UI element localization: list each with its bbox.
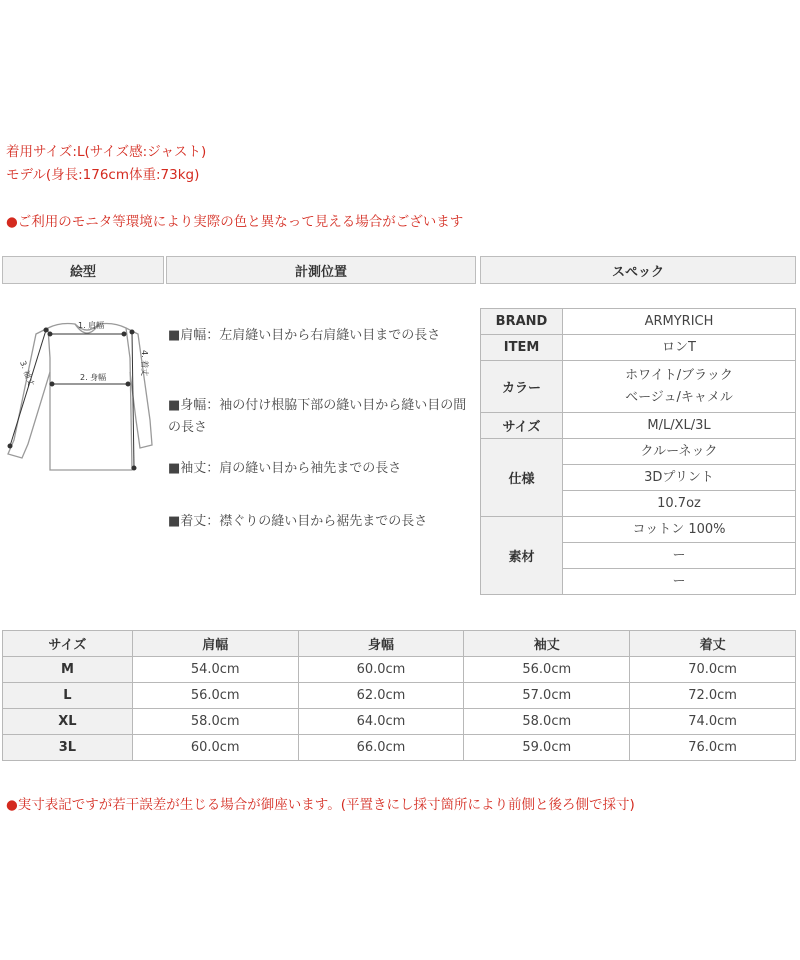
header-position: 計測位置	[166, 256, 476, 284]
header-diagram: 絵型	[2, 256, 164, 284]
value-cell: 74.0cm	[630, 709, 796, 735]
value-cell: 62.0cm	[298, 683, 464, 709]
label-shoulder: 1. 肩幅	[78, 321, 105, 330]
model-body-text: モデル(身長:176cm体重:73kg)	[6, 167, 200, 183]
value-cell: 66.0cm	[298, 735, 464, 761]
table-row	[3, 735, 796, 761]
value-cell: 70.0cm	[630, 657, 796, 683]
value-cell: 72.0cm	[630, 683, 796, 709]
header-spec: スペック	[480, 256, 796, 284]
table-row	[3, 709, 796, 735]
spec-value: クルーネック	[563, 439, 796, 465]
measurement-sleeve: ■袖丈：肩の縫い目から袖先までの長さ	[168, 461, 402, 476]
value-cell: 64.0cm	[298, 709, 464, 735]
spec-value: ロンT	[563, 335, 796, 361]
table-row	[3, 683, 796, 709]
spec-row-color	[481, 361, 796, 413]
spec-key: 仕様	[481, 439, 563, 517]
spec-row-item	[481, 335, 796, 361]
value-cell: 60.0cm	[132, 735, 298, 761]
header-cell: 肩幅	[132, 631, 298, 657]
size-cell: XL	[3, 709, 133, 735]
value-cell: 54.0cm	[132, 657, 298, 683]
spec-key: BRAND	[481, 309, 563, 335]
value-cell: 60.0cm	[298, 657, 464, 683]
shirt-outline	[8, 324, 152, 471]
spec-key: 素材	[481, 517, 563, 595]
spec-value: ARMYRICH	[563, 309, 796, 335]
size-cell: 3L	[3, 735, 133, 761]
value-cell: 57.0cm	[464, 683, 630, 709]
table-row	[3, 657, 796, 683]
spec-value: コットン 100%	[563, 517, 796, 543]
spec-value: 3Dプリント	[563, 465, 796, 491]
value-cell: 59.0cm	[464, 735, 630, 761]
size-cell: M	[3, 657, 133, 683]
measurement-notice: ●実寸表記ですが若干誤差が生じる場合が御座います。(平置きにし採寸箇所により前側と後ろ側で採寸)	[6, 797, 635, 813]
value-cell: 56.0cm	[132, 683, 298, 709]
label-chest: 2. 身幅	[80, 373, 107, 382]
label-length: 4. 着丈	[140, 350, 149, 377]
label-sleeve: 3. 袖丈	[18, 359, 36, 388]
spec-value: ー	[563, 569, 796, 595]
measurement-chest: ■身幅：袖の付け根脇下部の縫い目から縫い目の間の長さ	[168, 398, 467, 435]
spec-value-line: ベージュ/キャメル	[625, 389, 733, 405]
spec-value: 10.7oz	[563, 491, 796, 517]
color-notice: ●ご利用のモニタ等環境により実際の色と異なって見える場合がございます	[6, 214, 464, 230]
size-cell: L	[3, 683, 133, 709]
garment-diagram	[0, 300, 170, 490]
model-size-text: 着用サイズ:L(サイズ感:ジャスト)	[6, 144, 207, 160]
measurement-length: ■着丈：襟ぐりの縫い目から裾先までの長さ	[168, 514, 428, 529]
spec-key: ITEM	[481, 335, 563, 361]
spec-value: M/L/XL/3L	[563, 413, 796, 439]
spec-table	[480, 308, 796, 595]
spec-value-color	[563, 361, 796, 413]
header-cell: サイズ	[3, 631, 133, 657]
spec-row-brand	[481, 309, 796, 335]
value-cell: 56.0cm	[464, 657, 630, 683]
header-cell: 着丈	[630, 631, 796, 657]
value-cell: 58.0cm	[464, 709, 630, 735]
spec-key: カラー	[481, 361, 563, 413]
value-cell: 58.0cm	[132, 709, 298, 735]
spec-row-spec	[481, 439, 796, 465]
value-cell: 76.0cm	[630, 735, 796, 761]
spec-key: サイズ	[481, 413, 563, 439]
spec-value-line: ホワイト/ブラック	[625, 367, 733, 383]
spec-value: ー	[563, 543, 796, 569]
size-table	[2, 630, 796, 761]
size-table-header	[3, 631, 796, 657]
measurement-shoulder: ■肩幅：左肩縫い目から右肩縫い目までの長さ	[168, 328, 441, 343]
spec-row-size	[481, 413, 796, 439]
header-cell: 身幅	[298, 631, 464, 657]
spec-row-material	[481, 517, 796, 543]
header-cell: 袖丈	[464, 631, 630, 657]
